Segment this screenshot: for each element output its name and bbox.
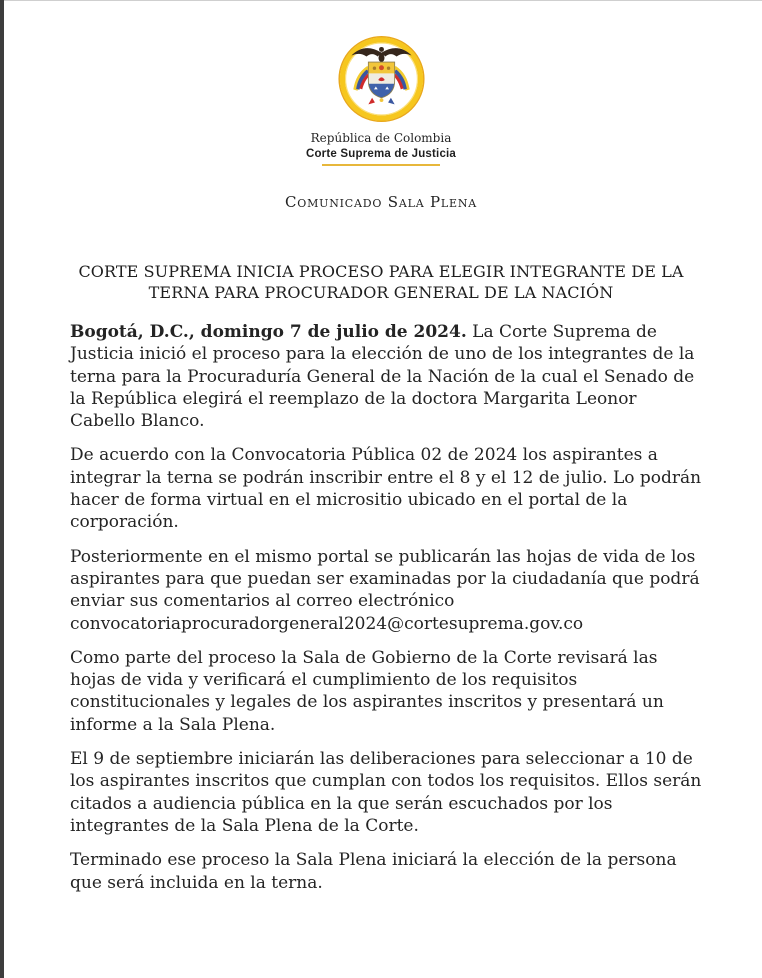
- colombia-coat-of-arms-icon: [334, 32, 429, 126]
- body-paragraph-2: [70, 444, 702, 533]
- page-top-hairline: [0, 0, 762, 1]
- paragraph-text: La Corte Suprema de Justicia inició el proceso para la elección de uno de los integrantes de la terna para la Procuraduría General de la Nación de la cual el Senado de la República elegirá el reemplazo de la doctora Margarita Leonor Cabello Blanco.: [70, 322, 695, 432]
- republic-line: República de Colombia: [310, 131, 452, 145]
- body-paragraph-3: [70, 546, 702, 635]
- body-paragraph-5: [70, 748, 702, 837]
- body-paragraph-1: [70, 321, 702, 432]
- paragraph-text: De acuerdo con la Convocatoria Pública 02 de 2024 los aspirantes a integrar la terna se podrán inscribir entre el 8 y el 12 de julio. Lo podrán hacer de forma virtual en el micrositio ubicado en el portal de la corporación.: [70, 445, 702, 533]
- dateline: Bogotá, D.C., domingo 7 de julio de 2024.: [70, 322, 467, 342]
- court-name: Corte Suprema de Justicia: [305, 148, 457, 160]
- gold-divider: [322, 164, 440, 166]
- paragraph-text: Terminado ese proceso la Sala Plena iniciará la elección de la persona que será incluida en la terna.: [70, 850, 677, 893]
- comunicado-heading: Comunicado Sala Plena: [285, 193, 477, 211]
- page-title-line-1: CORTE SUPREMA INICIA PROCESO PARA ELEGIR INTEGRANTE DE LA: [78, 262, 684, 281]
- letterhead: [0, 0, 762, 166]
- page-left-edge: [0, 0, 4, 978]
- page-title: [0, 261, 762, 303]
- body-paragraph-4: [70, 647, 702, 736]
- page-title-line-2: TERNA PARA PROCURADOR GENERAL DE LA NACIÓN: [148, 283, 614, 302]
- paragraph-text: El 9 de septiembre iniciarán las deliberaciones para seleccionar a 10 de los aspirantes inscritos que cumplan con todos los requisitos. Ellos serán citados a audiencia pública en la que serán escuchados por los integrantes de la Sala Plena de la Corte.: [70, 749, 702, 836]
- paragraph-text: Posteriormente en el mismo portal se publicarán las hojas de vida de los aspirantes para que puedan ser examinadas por la ciudadanía que podrá enviar sus comentarios al correo electrónico: [70, 546, 700, 612]
- paragraph-text: Como parte del proceso la Sala de Gobierno de la Corte revisará las hojas de vida y verificará el cumplimiento de los requisitos constitucionales y legales de los aspirantes inscritos y presentará un informe a la Sala Plena.: [70, 647, 664, 735]
- document-body: [70, 321, 702, 894]
- contact-email: convocatoriaprocuradorgeneral2024@cortesuprema.gov.co: [70, 613, 584, 634]
- body-paragraph-6: [70, 849, 702, 894]
